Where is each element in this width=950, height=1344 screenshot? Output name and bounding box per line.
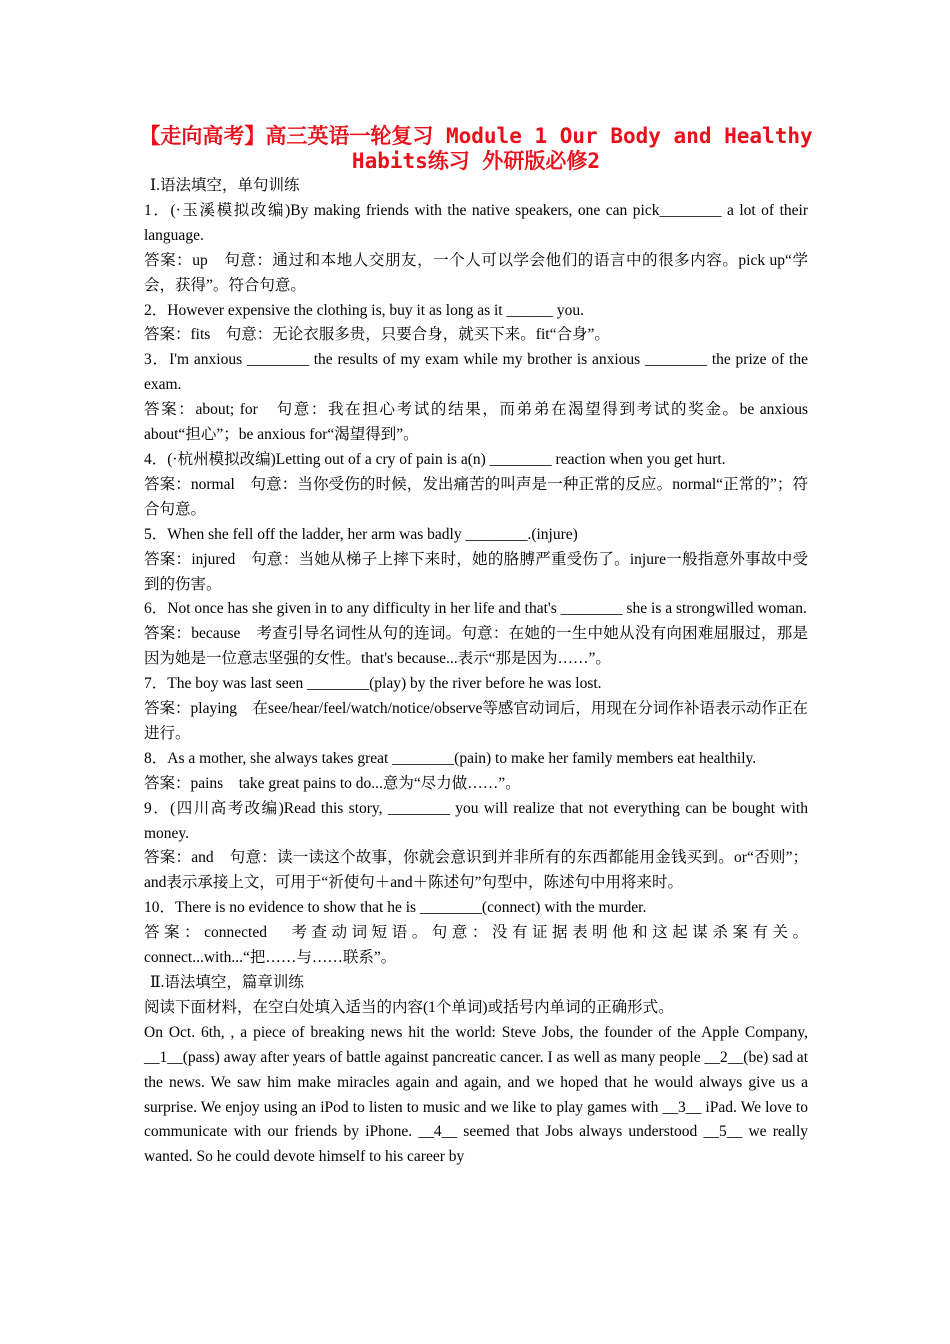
question-8: 8．As a mother, she always takes great ________(pain) to make her family members eat healthily.	[144, 749, 757, 767]
passage-instruction: 阅读下面材料，在空白处填入适当的内容(1个单词)或括号内单词的正确形式。	[144, 998, 674, 1016]
question-1: 1．(·玉溪模拟改编)By making friends with the native speakers, one can pick________ a lot of their language.	[144, 201, 808, 244]
question-4: 4．(·杭州模拟改编)Letting out of a cry of pain is a(n) ________ reaction when you get hurt.	[144, 450, 726, 468]
title-line-1: 【走向高考】高三英语一轮复习 Module 1 Our Body and Healthy	[139, 124, 813, 148]
section-heading-1: Ⅰ.语法填空，单句训练	[150, 177, 300, 194]
answer-1: 答案：up 句意：通过和本地人交朋友，一个人可以学会他们的语言中的很多内容。pick up“学会，获得”。符合句意。	[144, 251, 808, 294]
document-page	[139, 124, 813, 1170]
document-title	[134, 124, 818, 174]
answer-4: 答案：normal 句意：当你受伤的时候，发出痛苦的叫声是一种正常的反应。normal“正常的”；符合句意。	[144, 475, 808, 518]
answer-8: 答案：pains take great pains to do...意为“尽力做……”。	[144, 774, 521, 792]
question-7: 7．The boy was last seen ________(play) by the river before he was lost.	[144, 675, 602, 693]
question-3: 3．I'm anxious ________ the results of my exam while my brother is anxious ________ the prize of the exam.	[144, 351, 808, 394]
answer-6: 答案：because 考查引导名词性从句的连词。句意：在她的一生中她从没有向困难屈服过，那是因为她是一位意志坚强的女性。that's because...表示“那是因为……”。	[144, 625, 808, 668]
question-9: 9．(四川高考改编)Read this story, ________ you will realize that not everything can be bought with money.	[144, 799, 808, 842]
passage-text: On Oct. 6th, , a piece of breaking news hit the world: Steve Jobs, the founder of the Apple Company, __1__(pass) away after years of battle against pancreatic cancer. I as well as many people __2__(be) sad at the news. We saw him make miracles again and again, and we hoped that he would always give us a surprise. We enjoy using an iPod to listen to music and we like to play games with __3__ iPad. We love to communicate with our friends by iPhone. __4__ seemed that Jobs always understood __5__ we really wanted. So he could devote himself to his career by	[144, 1023, 808, 1166]
answer-7: 答案：playing 在see/hear/feel/watch/notice/observe等感官动词后，用现在分词作补语表示动作正在进行。	[144, 700, 808, 742]
question-6: 6．Not once has she given in to any difficulty in her life and that's ________ she is a strongwilled woman.	[144, 600, 807, 618]
question-10: 10．There is no evidence to show that he is ________(connect) with the murder.	[144, 899, 647, 917]
title-line-2: Habits练习 外研版必修2	[351, 149, 601, 173]
answer-3: 答案：about; for 句意：我在担心考试的结果，而弟弟在渴望得到考试的奖金。be anxious about“担心”；be anxious for“渴望得到”。	[144, 401, 808, 444]
answer-2: 答案：fits 句意：无论衣服多贵，只要合身，就买下来。fit“合身”。	[144, 326, 610, 344]
answer-9: 答案：and 句意：读一读这个故事，你就会意识到并非所有的东西都能用金钱买到。or“否则”；and表示承接上文，可用于“祈使句＋and＋陈述句”句型中，陈述句中用将来时。	[144, 849, 808, 892]
question-2: 2．However expensive the clothing is, buy it as long as it ______ you.	[144, 301, 584, 319]
section-heading-2: Ⅱ.语法填空，篇章训练	[150, 974, 304, 991]
question-5: 5．When she fell off the ladder, her arm was badly ________.(injure)	[144, 525, 578, 543]
answer-10: 答案：connected 考查动词短语。句意：没有证据表明他和这起谋杀案有关。connect...with...“把……与……联系”。	[144, 924, 808, 967]
answer-5: 答案：injured 句意：当她从梯子上摔下来时，她的胳膊严重受伤了。injure一般指意外事故中受到的伤害。	[144, 550, 808, 593]
question-list	[144, 199, 808, 971]
